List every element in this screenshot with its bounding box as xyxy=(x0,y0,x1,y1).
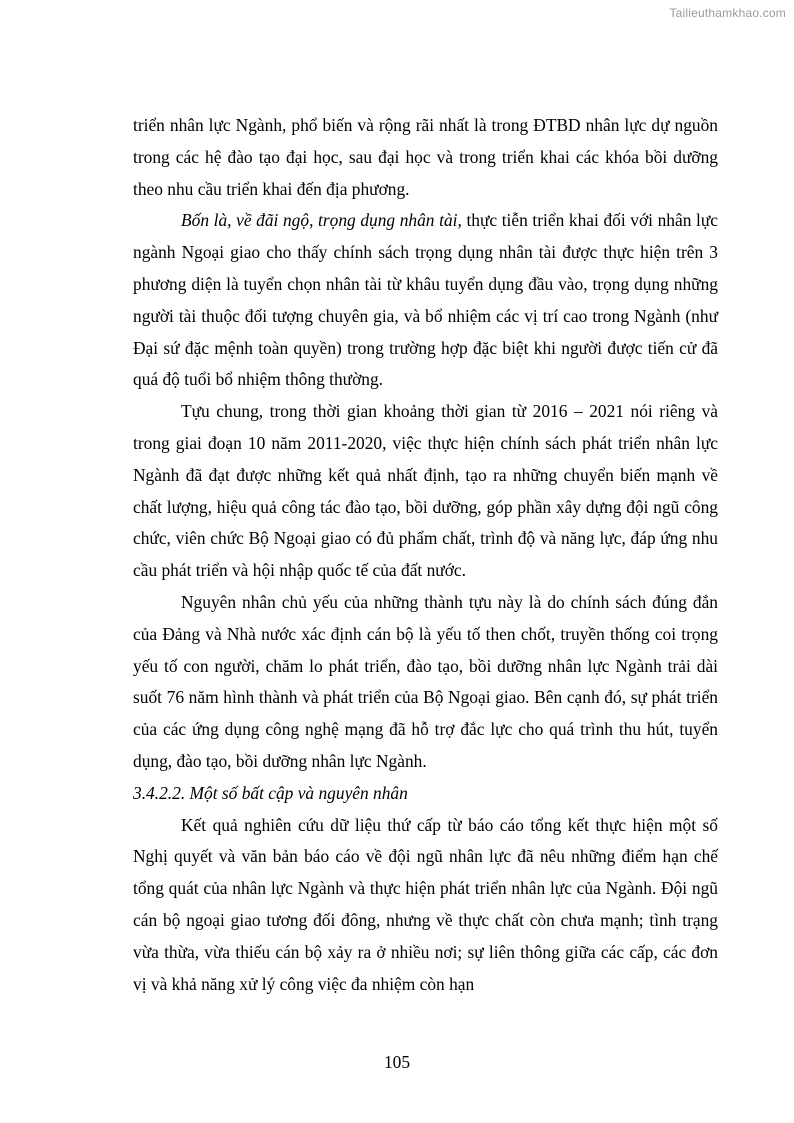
paragraph-body: thực tiễn triển khai đối với nhân lực ngành Ngoại giao cho thấy chính sách trọng dụng nhân tài được thực hiện trên 3 phương diện là tuyển chọn nhân tài từ khâu tuyển dụng đầu vào, trọng dụng những người tài thuộc đối tượng chuyên gia, và bổ nhiệm các vị trí cao trong Ngành (như Đại sứ đặc mệnh toàn quyền) trong trường hợp đặc biệt khi người được tiến cử đã quá độ tuổi bổ nhiệm thông thường. xyxy=(133,210,718,390)
paragraph-lead-italic: Bốn là, về đãi ngộ, trọng dụng nhân tài, xyxy=(181,210,462,231)
paragraph-summary: Tựu chung, trong thời gian khoảng thời gian từ 2016 – 2021 nói riêng và trong giai đoạn 10 năm 2011-2020, việc thực hiện chính sách phát triển nhân lực Ngành đã đạt được những kết quả nhất định, tạo ra những chuyển biến mạnh về chất lượng, hiệu quả công tác đào tạo, bồi dưỡng, góp phần xây dựng đội ngũ công chức, viên chức Bộ Ngoại giao có đủ phẩm chất, trình độ và năng lực, đáp ứng nhu cầu phát triển và hội nhập quốc tế của đất nước. xyxy=(133,401,718,581)
page-number: 105 xyxy=(383,1052,411,1072)
watermark: Tailieuthamkhao.com xyxy=(669,6,786,20)
paragraph-reasons: Nguyên nhân chủ yếu của những thành tựu này là do chính sách đúng đắn của Đảng và Nhà nước xác định cán bộ là yếu tố then chốt, truyền thống coi trọng yếu tố con người, chăm lo phát triển, đào tạo, bồi dưỡng nhân lực Ngành trải dài suốt 76 năm hình thành và phát triển của Bộ Ngoại giao. Bên cạnh đó, sự phát triển của các ứng dụng công nghệ mạng đã hỗ trợ đắc lực cho quá trình thu hút, tuyển dụng, đào tạo, bồi dưỡng nhân lực Ngành. xyxy=(133,591,718,771)
paragraph-talent-policy xyxy=(133,205,718,396)
paragraph-continuation: triển nhân lực Ngành, phổ biến và rộng rãi nhất là trong ĐTBD nhân lực dự nguồn trong các hệ đào tạo đại học, sau đại học và trong triển khai các khóa bồi dưỡng theo nhu cầu triển khai đến địa phương. xyxy=(133,115,718,199)
document-body xyxy=(133,110,718,1000)
paragraph-limitations: Kết quả nghiên cứu dữ liệu thứ cấp từ báo cáo tổng kết thực hiện một số Nghị quyết và văn bản báo cáo về đội ngũ nhân lực đã nêu những điểm hạn chế tổng quát của nhân lực Ngành và thực hiện phát triển nhân lực của Ngành. Đội ngũ cán bộ ngoại giao tương đối đông, nhưng về thực chất còn chưa mạnh; tình trạng vừa thừa, vừa thiếu cán bộ xảy ra ở nhiều nơi; sự liên thông giữa các cấp, các đơn vị và khả năng xử lý công việc đa nhiệm còn hạn xyxy=(133,814,718,994)
section-heading: 3.4.2.2. Một số bất cập và nguyên nhân xyxy=(133,782,408,803)
